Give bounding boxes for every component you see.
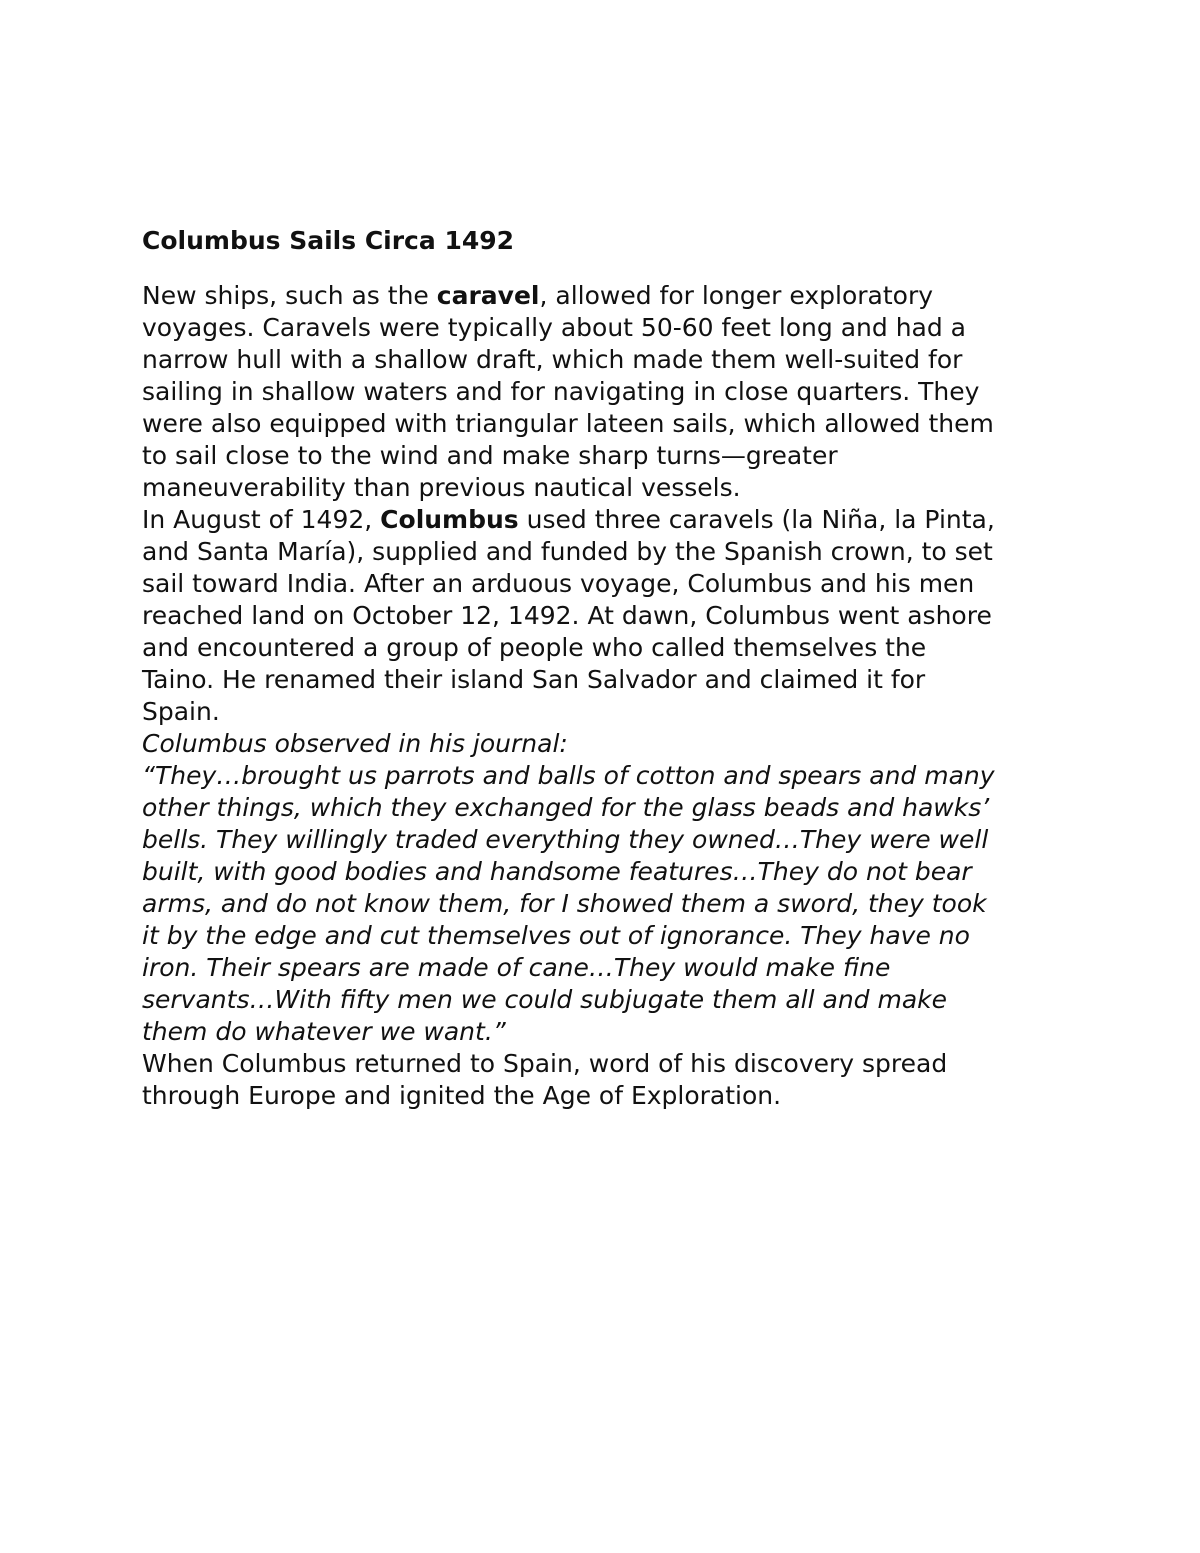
text-run: , allowed for longer exploratory xyxy=(539,281,934,310)
paragraph-conclusion-line: When Columbus returned to Spain, word of his discovery spread xyxy=(142,1049,948,1078)
journal-quote-line: servants…With fifty men we could subjugate them all and make xyxy=(142,985,948,1014)
paragraph-caravel-line: sailing in shallow waters and for navigating in close quarters. They xyxy=(142,377,980,406)
paragraph-voyage-line: Spain. xyxy=(142,697,220,726)
journal-quote-line: arms, and do not know them, for I showed them a sword, they took xyxy=(142,889,987,918)
bold-term-caravel: caravel xyxy=(436,281,540,310)
paragraph-conclusion-line: through Europe and ignited the Age of Exploration. xyxy=(142,1081,782,1110)
journal-quote-line: bells. They willingly traded everything they owned…They were well xyxy=(142,825,989,854)
paragraph-caravel-line: to sail close to the wind and make sharp turns—greater xyxy=(142,441,838,470)
paragraph-voyage-line: and encountered a group of people who called themselves the xyxy=(142,633,927,662)
paragraph-caravel-line xyxy=(142,280,1072,312)
document-body xyxy=(142,280,1072,1112)
text-run: used three caravels (la Niña, la Pinta, xyxy=(518,505,995,534)
paragraph-voyage-line: sail toward India. After an arduous voyage, Columbus and his men xyxy=(142,569,975,598)
paragraph-voyage-line: and Santa María), supplied and funded by the Spanish crown, to set xyxy=(142,537,993,566)
paragraph-caravel-line: maneuverability than previous nautical vessels. xyxy=(142,473,741,502)
document-title: Columbus Sails Circa 1492 xyxy=(142,226,515,255)
bold-term-columbus: Columbus xyxy=(380,505,519,534)
paragraph-caravel-line: narrow hull with a shallow draft, which made them well-suited for xyxy=(142,345,963,374)
paragraph-caravel-line: were also equipped with triangular lateen sails, which allowed them xyxy=(142,409,994,438)
journal-quote-line: built, with good bodies and handsome features…They do not bear xyxy=(142,857,972,886)
text-run: New ships, such as the xyxy=(142,281,437,310)
journal-quote-line: iron. Their spears are made of cane…They would make fine xyxy=(142,953,891,982)
quote-intro: Columbus observed in his journal: xyxy=(142,729,568,758)
journal-quote-line: them do whatever we want.” xyxy=(142,1017,506,1046)
text-run: In August of 1492, xyxy=(142,505,381,534)
paragraph-caravel-line: voyages. Caravels were typically about 50-60 feet long and had a xyxy=(142,313,966,342)
journal-quote-line: other things, which they exchanged for the glass beads and hawks’ xyxy=(142,793,990,822)
paragraph-voyage-line: reached land on October 12, 1492. At dawn, Columbus went ashore xyxy=(142,601,992,630)
journal-quote-line: “They…brought us parrots and balls of cotton and spears and many xyxy=(142,761,995,790)
paragraph-voyage-line: Taino. He renamed their island San Salvador and claimed it for xyxy=(142,665,926,694)
paragraph-voyage-line xyxy=(142,504,1072,536)
journal-quote-line: it by the edge and cut themselves out of ignorance. They have no xyxy=(142,921,970,950)
